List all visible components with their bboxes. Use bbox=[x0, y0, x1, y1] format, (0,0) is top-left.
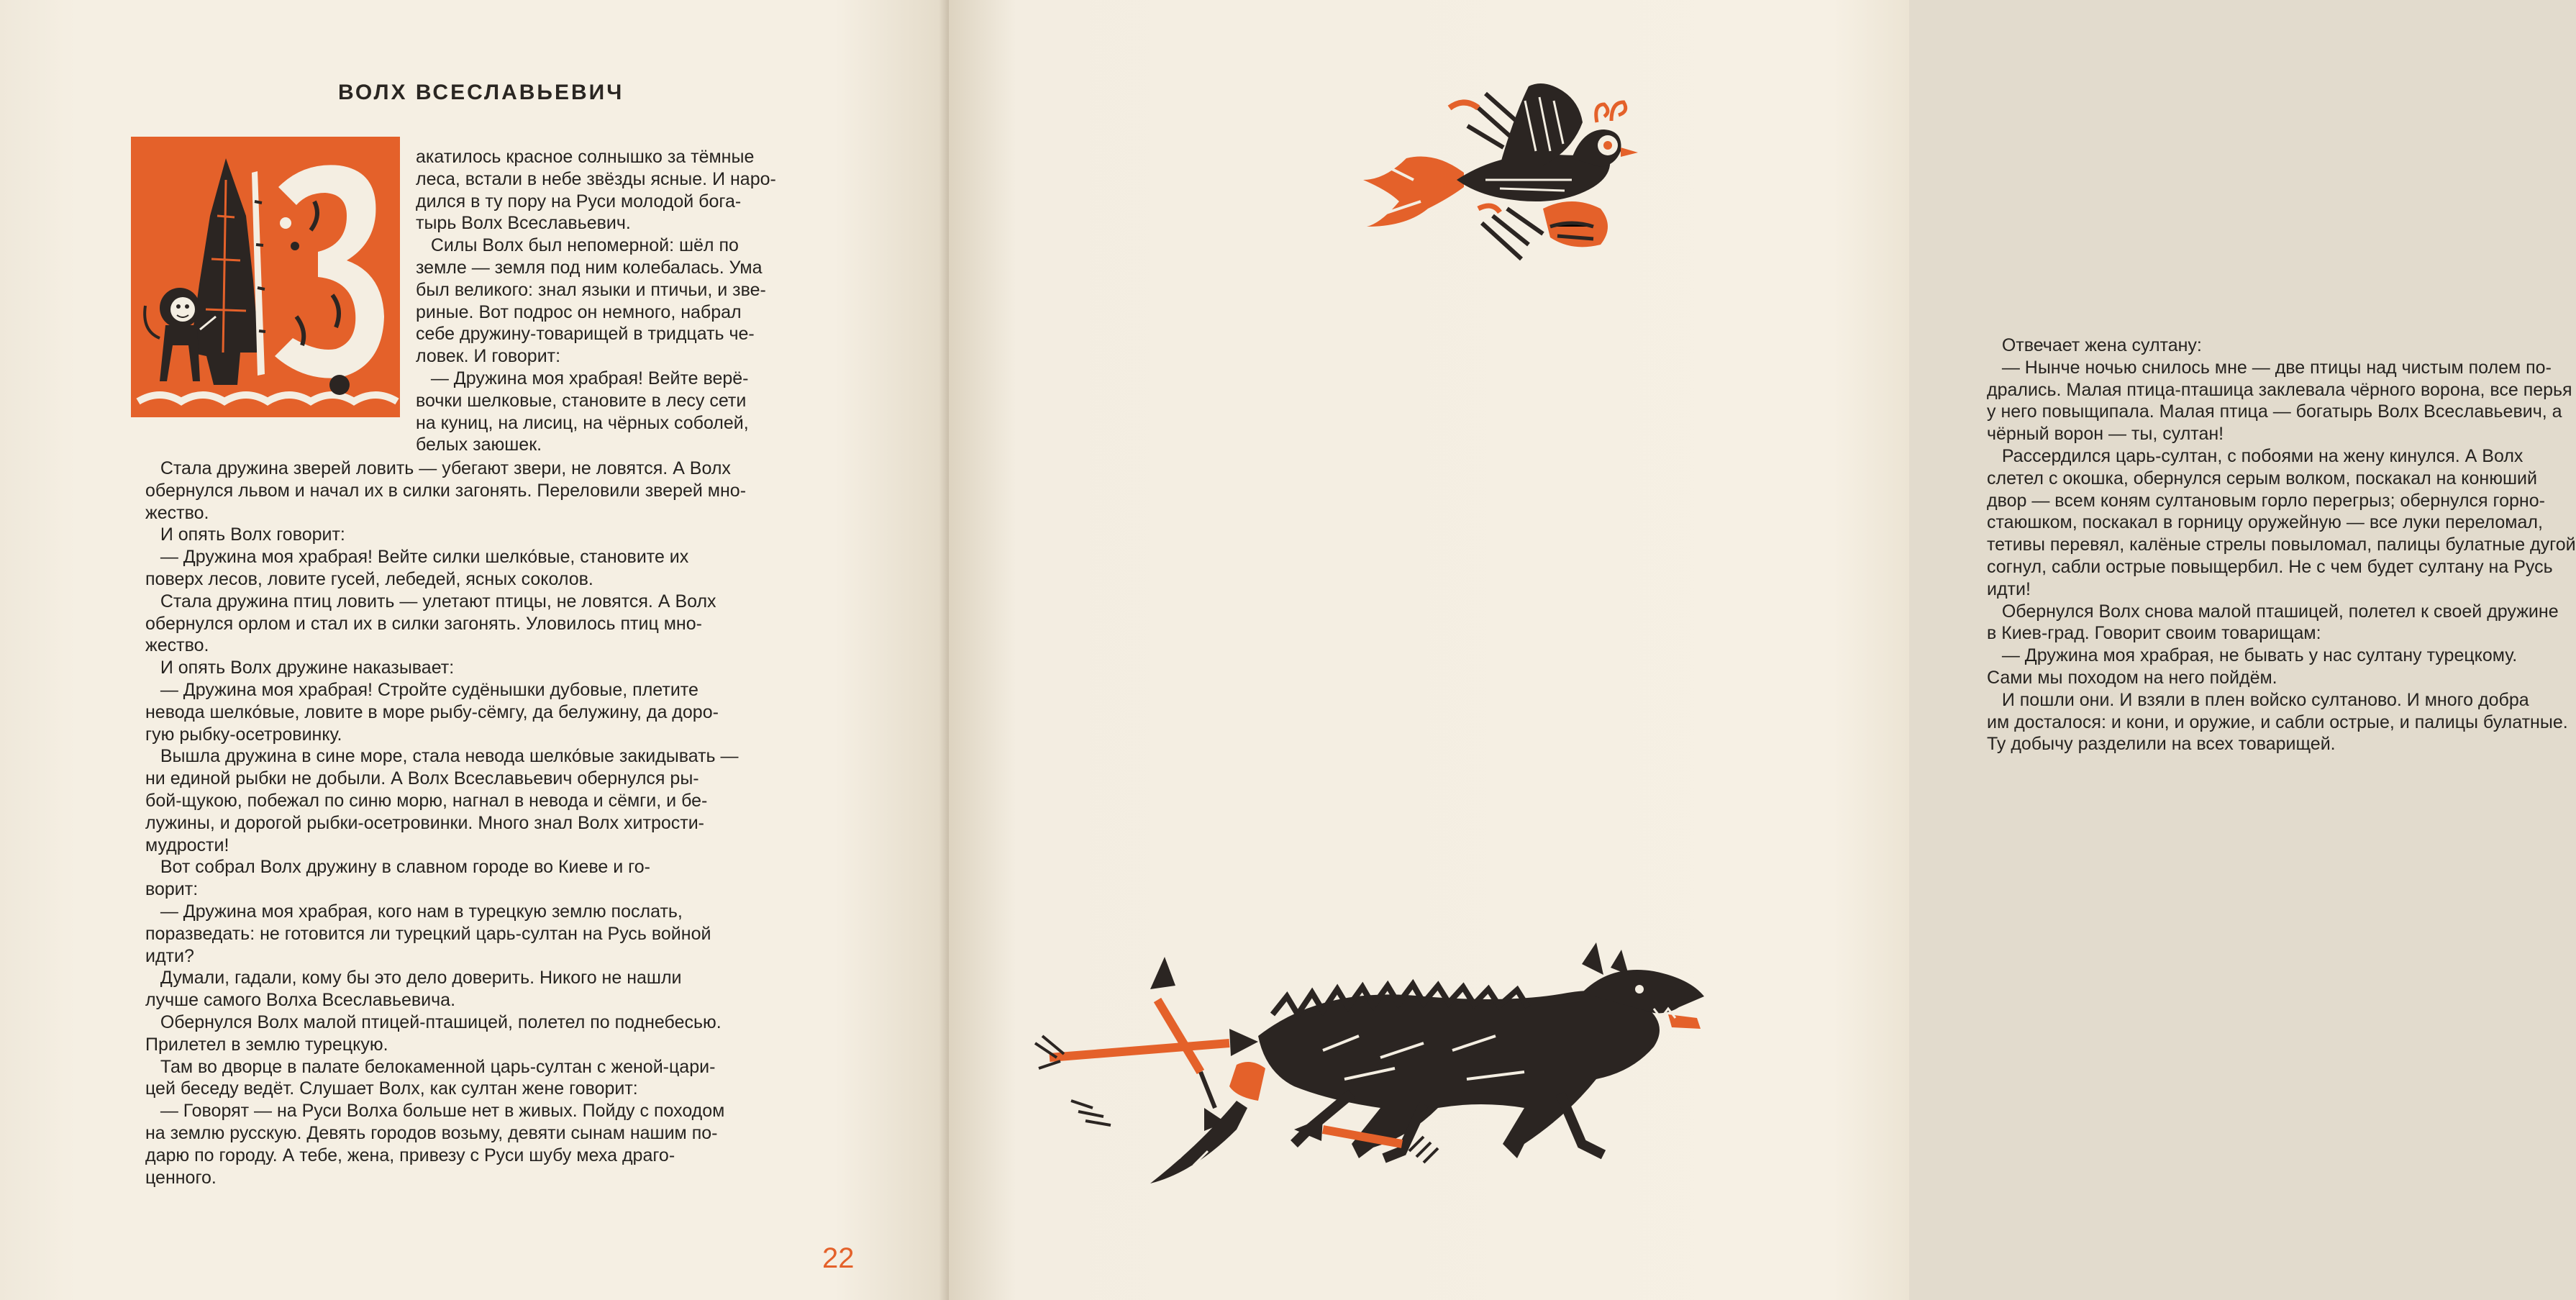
text-line: ни единой рыбки не добыли. А Волх Всеславьевич обернулся ры- bbox=[145, 768, 699, 789]
dropcap-illustration bbox=[131, 137, 400, 417]
text-line: лучше самого Волха Всеславьевича. bbox=[145, 990, 456, 1011]
text-line: — Дружина моя храбрая! Стройте судёнышки дубовые, плетите bbox=[145, 679, 698, 700]
text-line: дарю по городу. А тебе, жена, привезу с Руси шубу меха драго- bbox=[145, 1145, 675, 1165]
text-line: жество. bbox=[145, 635, 209, 656]
text-line: Обернулся Волх малой птицей-пташицей, полетел по поднебесью. bbox=[145, 1012, 722, 1032]
text-line: Думали, гадали, кому бы это дело доверить. Никого не нашли bbox=[145, 968, 682, 988]
text-line: жество. bbox=[145, 502, 209, 523]
text-line: мудрости! bbox=[145, 835, 229, 855]
text-line: идти! bbox=[1987, 578, 2031, 599]
text-line: Там во дворце в палате белокаменной царь-султан с женой-цари- bbox=[145, 1056, 716, 1077]
text-line: дрались. Малая птица-пташица заклевала чёрного ворона, все перья bbox=[1987, 379, 2572, 400]
text-line: Рассердился царь-султан, с побоями на жену кинулся. А Волх bbox=[1987, 445, 2523, 466]
text-line: дился в ту пору на Руси молодой бога- bbox=[416, 191, 742, 212]
text-line: леса, встали в небе звёзды ясные. И наро- bbox=[416, 168, 776, 189]
text-line: невода шелко́вые, ловите в море рыбу-сёмгу, да белужину, да доро- bbox=[145, 701, 719, 722]
text-line: двор — всем коням султановым горло перегрыз; обернулся горно- bbox=[1987, 490, 2545, 511]
text-line: — Дружина моя храбрая! Вейте верё- bbox=[416, 368, 749, 388]
text-line: на куниц, на лисиц, на чёрных соболей, bbox=[416, 412, 749, 433]
text-line: Ту добычу разделили на всех товарищей. bbox=[1987, 734, 2336, 755]
text-line: риные. Вот подрос он немного, набрал bbox=[416, 301, 742, 322]
page-number: 22 bbox=[822, 1242, 855, 1274]
text-line: тырь Волх Всеславьевич. bbox=[416, 213, 631, 234]
text-line: Вот собрал Волх дружину в славном городе во Киеве и го- bbox=[145, 857, 650, 878]
text-line: в Киев-град. Говорит своим товарищам: bbox=[1987, 623, 2321, 644]
text-line: акатилось красное солнышко за тёмные bbox=[416, 147, 755, 167]
text-line: у него повыщипала. Малая птица — богатырь Волх Всеславьевич, а bbox=[1987, 401, 2562, 422]
text-line: Стала дружина зверей ловить — убегают звери, не ловятся. А Волх bbox=[145, 458, 731, 478]
wolf-with-arrows-illustration bbox=[1021, 928, 1783, 1216]
feather-marks bbox=[1071, 1101, 1111, 1125]
text-line: цей беседу ведёт. Слушает Волх, как султан жене говорит: bbox=[145, 1078, 638, 1099]
text-line: И опять Волх дружине наказывает: bbox=[145, 658, 455, 678]
text-line: обернулся орлом и стал их в силки загонять. Уловилось птиц мно- bbox=[145, 613, 702, 634]
text-line: — Дружина моя храбрая, кого нам в турецкую землю послать, bbox=[145, 901, 683, 922]
text-line: земле — земля под ним колебалась. Ума bbox=[416, 257, 763, 278]
text-line: белых заюшек. bbox=[416, 435, 542, 455]
text-line: идти? bbox=[145, 945, 194, 966]
text-line: Сами мы походом на него пойдём. bbox=[1987, 667, 2277, 688]
right-page-text bbox=[1987, 335, 2576, 755]
bird-illustration bbox=[1356, 72, 1652, 281]
text-line: Вышла дружина в сине море, стала невода шелко́вые закидывать — bbox=[145, 746, 739, 767]
text-line: — Дружина моя храбрая! Вейте силки шелко́вые, становите их bbox=[145, 547, 689, 568]
text-line: вочки шелковые, становите в лесу сети bbox=[416, 390, 747, 411]
text-line: — Дружина моя храбрая, не бывать у нас султану турецкому. bbox=[1987, 645, 2518, 666]
text-line: ловек. И говорит: bbox=[416, 346, 561, 367]
text-line: Отвечает жена султану: bbox=[1987, 335, 2202, 355]
left-page bbox=[0, 0, 949, 1300]
text-line: стаюшком, поскакал в горницу оружейную — все луки переломал, bbox=[1987, 512, 2543, 533]
text-line: И опять Волх говорит: bbox=[145, 524, 345, 545]
arrow-upper bbox=[1035, 1029, 1258, 1068]
text-line: Силы Волх был непомерной: шёл по bbox=[416, 235, 739, 256]
text-line: тетивы перевял, калёные стрелы повыломал, палицы булатные дугой bbox=[1987, 535, 2576, 555]
text-line: Прилетел в землю турецкую. bbox=[145, 1034, 388, 1055]
story-title: ВОЛХ ВСЕСЛАВЬЕВИЧ bbox=[338, 81, 624, 104]
text-line: — Говорят — на Руси Волха больше нет в живых. Пойду с походом bbox=[145, 1101, 725, 1122]
text-full-width bbox=[145, 458, 746, 1188]
text-line: лужины, и дорогой рыбки-осетровинки. Много знал Волх хитрости- bbox=[145, 812, 705, 833]
text-line: поразведать: не готовится ли турецкий царь-султан на Русь войной bbox=[145, 923, 711, 944]
text-line: — Нынче ночью снилось мне — две птицы над чистым полем по- bbox=[1987, 357, 2552, 378]
text-line: бой-щукою, побежал по синю морю, нагнал в невода и сёмги, и бе- bbox=[145, 790, 708, 811]
text-line: на землю русскую. Девять городов возьму, девяти сынам нашим по- bbox=[145, 1122, 718, 1143]
right-page bbox=[949, 0, 2576, 1300]
text-beside-dropcap bbox=[416, 146, 776, 456]
text-line: обернулся львом и начал их в силки загонять. Переловили зверей мно- bbox=[145, 480, 747, 501]
text-line: ворит: bbox=[145, 879, 199, 900]
text-line: себе дружину-товарищей в тридцать че- bbox=[416, 324, 755, 345]
text-line: гую рыбку-осетровинку. bbox=[145, 724, 342, 745]
text-line: слетел с окошка, обернулся серым волком, поскакал на конюший bbox=[1987, 468, 2537, 488]
text-line: И пошли они. И взяли в плен войско султаново. И много добра bbox=[1987, 689, 2529, 710]
text-line: чёрный ворон — ты, султан! bbox=[1987, 424, 2224, 445]
text-line: согнул, сабли острые повыщербил. Не с чем будет султану на Русь bbox=[1987, 556, 2553, 577]
text-line: ценного. bbox=[145, 1167, 217, 1188]
text-line: был великого: знал языки и птичьи, и зве- bbox=[416, 279, 766, 300]
text-line: Обернулся Волх снова малой пташицей, полетел к своей дружине bbox=[1987, 601, 2559, 622]
text-line: им досталося: и кони, и оружие, и сабли острые, и палицы булатные. bbox=[1987, 712, 2568, 732]
text-line: Стала дружина птиц ловить — улетают птицы, не ловятся. А Волх bbox=[145, 591, 716, 612]
text-line: поверх лесов, ловите гусей, лебедей, ясных соколов. bbox=[145, 568, 593, 589]
